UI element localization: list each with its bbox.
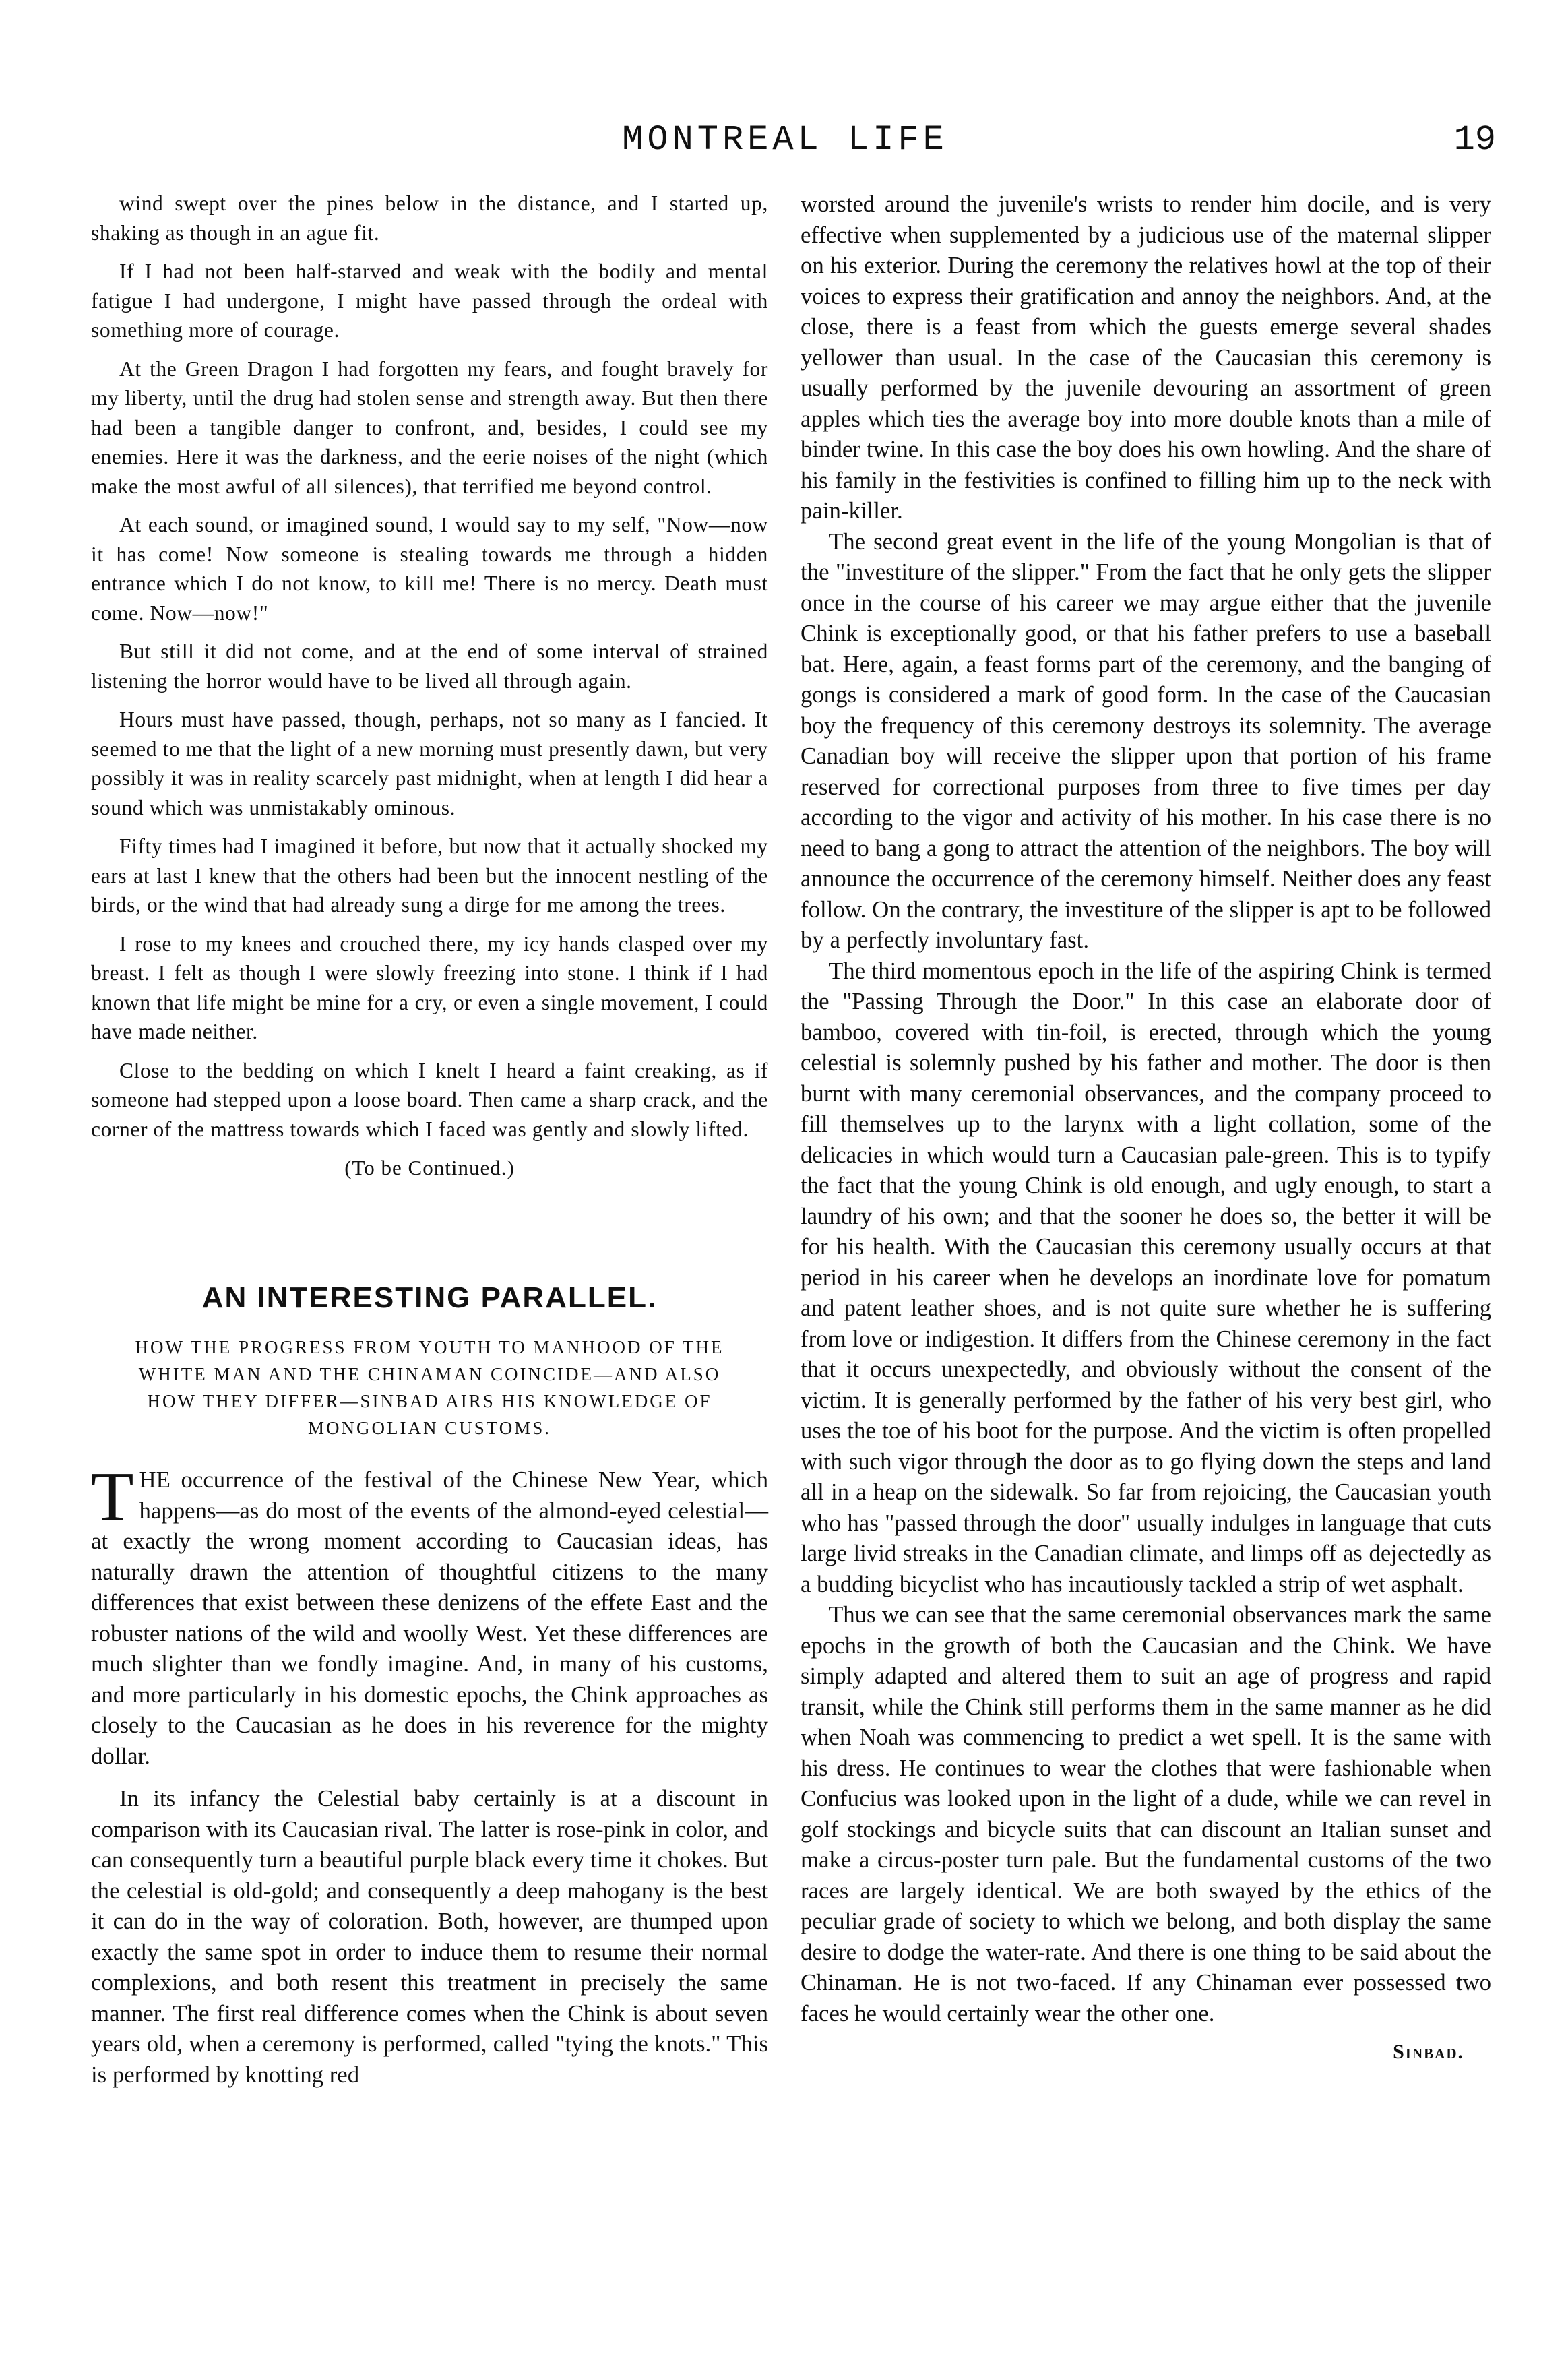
article-paragraph: Thus we can see that the same ceremonial observances mark the same epochs in the growth of both the Caucasian and the Chink. We have simply adapted and altered them to suit an age of progress and rapid transit, while the Chink still performs them in the same manner as he did when Noah was commencing to predict a wet spell. It is the same with his dress. He continues to wear the clothes that were fashionable when Confucius was looked upon in the light of a dude, while we can revel in golf stockings and bicycle suits that can discount an Italian sunset and make a circus-poster turn pale. But the fundamental customs of the two races are largely identical. We are both swayed by the ethics of the peculiar grade of society to which we belong, and both display the same desire to dodge the water-rate. And there is one thing to be said about the Chinaman. He is not two-faced. If any Chinaman ever possessed two faces he would certainly wear the other one. [801, 1601, 1491, 2027]
page-number: 19 [1453, 120, 1496, 160]
story-paragraph: Hours must have passed, though, perhaps, not so many as I fancied. It seemed to me that the light of a new morning must presently dawn, but very possibly it was in reality scarcely past midnight, when at length I did hear a sound which was unmistakably ominous. [91, 708, 768, 820]
article-paragraph-text: HE occurrence of the festival of the Chinese New Year, which happens—as do most of the events of the almond-eyed celestial—at exactly the wrong moment according to Caucasian ideas, has naturally drawn the attention of thoughtful citizens to the many differences that exist between these denizens of the effete East and the robuster nations of the wild and woolly West. Yet these differences are much slighter than we fondly imagine. And, in many of his customs, and more particularly in his domestic epochs, the Chink approaches as closely to the Caucasian as he does in his reverence for the mighty dollar. [91, 1467, 768, 1769]
story-paragraph: Close to the bedding on which I knelt I heard a faint creaking, as if someone had stepped upon a loose board. Then came a sharp crack, and the corner of the mattress towards which I faced was gently and slowly lifted. [91, 1058, 768, 1141]
story-paragraph: At each sound, or imagined sound, I would say to my self, "Now—now it has come! Now someone is stealing towards me through a hidden entrance which I do not know, to kill me! There is no mercy. Death must come. Now—now!" [91, 513, 768, 625]
drop-cap: T [91, 1458, 134, 1535]
article-paragraph: The second great event in the life of the young Mongolian is that of the "investiture of the slipper." From the fact that he only gets the slipper once in the course of his career we may argue either that the juvenile Chink is exceptionally good, or that his father prefers to use a baseball bat. Here, again, a feast forms part of the ceremony, and the banging of gongs is considered a mark of good form. In the case of the Caucasian boy the frequency of this ceremony destroys its solemnity. The average Canadian boy will receive the slipper upon that portion of his frame reserved for correctional purposes from three to five times per day according to the vigor and activity of his mother. In his case there is no need to bang a gong to attract the attention of the neighbors. The boy will announce the occurrence of the ceremony himself. Neither does any feast follow. On the contrary, the investiture of the slipper is apt to be followed by a perfectly involuntary fast. [801, 528, 1491, 953]
author-signature: Sinbad. [1393, 2041, 1464, 2063]
article-title: AN INTERESTING PARALLEL. [201, 1281, 658, 1314]
to-be-continued-note: (To be Continued.) [344, 1156, 515, 1179]
right-column [801, 189, 1491, 2064]
story-paragraph: Fifty times had I imagined it before, but now that it actually shocked my ears at last I knew that the others had been but the innocent nestling of the birds, or the wind that had already sung a dirge for me among the trees. [91, 834, 768, 917]
story-paragraph: But still it did not come, and at the end of some interval of strained listening the horror would have to be lived all through again. [91, 640, 768, 693]
running-head: MONTREAL LIFE [622, 120, 948, 160]
story-paragraph: I rose to my knees and crouched there, my icy hands clasped over my breast. I felt as though I were slowly freezing into stone. I think if I had known that life might be mine for a cry, or even a single movement, I could have made neither. [91, 931, 768, 1043]
article-paragraph: The third momentous epoch in the life of the aspiring Chink is termed the "Passing Through the Door." In this case an elaborate door of bamboo, covered with tin-foil, is erected, through which the young celestial is solemnly pushed by his father and mother. The door is then burnt with many ceremonial observances, and the company proceed to fill themselves up to the larynx with a light collation, some of the delicacies in which would turn a Caucasian pale-green. This is to typify the fact that the young Chink is old enough, and ugly enough, to start a laundry of his own; and that the sooner he does so, the better it will be for his health. With the Caucasian this ceremony usually occurs at that period in his career when he develops an inordinate love for pomatum and patent leather shoes, and is not quite sure whether he is suffering from love or indigestion. It differs from the Chinese ceremony in the fact that it occurs unexpectedly, and obviously without the consent of the victim. It is generally performed by the father of his very best girl, who uses the toe of his boot for the purpose. And the victim is often propelled with such vigor through the door as to go flying down the steps and land all in a heap on the sidewalk. So far from rejoicing, the Caucasian youth who has "passed through the door" usually indulges in language that cuts large livid streaks in the Canadian climate, and limps off as dejectedly as a budding bicyclist who has incautiously tackled a strip of wet asphalt. [801, 957, 1491, 1597]
serial-story [91, 189, 768, 1180]
article-body-left [91, 1458, 768, 2090]
story-paragraph: At the Green Dragon I had forgotten my fears, and fought bravely for my liberty, until the drug had stolen sense and strength away. But then there had been a tangible danger to confront, and, besides, I could see my enemies. Here it was the darkness, and the eerie noises of the night (which make the most awful of all silences), that terrified me beyond control. [91, 357, 768, 498]
story-paragraph: If I had not been half-starved and weak with the bodily and mental fatigue I had undergone, I might have passed through the ordeal with something more of courage. [91, 259, 768, 342]
left-column [91, 189, 768, 2090]
page-header [74, 120, 1496, 167]
article-subtitle: HOW THE PROGRESS FROM YOUTH TO MANHOOD OF THE WHITE MAN AND THE CHINAMAN COINCIDE—AND ALSO HOW THEY DIFFER—SINBAD AIRS HIS KNOWLEDGE OF MONGOLIAN CUSTOMS. [135, 1337, 724, 1438]
story-paragraph: wind swept over the pines below in the distance, and I started up, shaking as though in an ague fit. [91, 191, 768, 245]
article-paragraph: worsted around the juvenile's wrists to render him docile, and is very effective when supplemented by a judicious use of the maternal slipper on his exterior. During the ceremony the relatives howl at the top of their voices to express their gratification and annoy the neighbors. And, at the close, there is a feast from which the guests emerge several shades yellower than usual. In the case of the Caucasian this ceremony is usually performed by the juvenile devouring an assortment of green apples which ties the average boy into more double knots than a mile of binder twine. In this case the boy does his own howling. And the share of his family in the festivities is confined to filling him up to the neck with pain-killer. [801, 191, 1491, 524]
article-paragraph: In its infancy the Celestial baby certainly is at a discount in comparison with its Caucasian rival. The latter is rose-pink in color, and can consequently turn a beautiful purple black every time it chokes. But the celestial is old-gold; and consequently a deep mahogany is the best it can do in the way of coloration. Both, however, are thumped upon exactly the same spot in order to induce them to resume their normal complexions, and both resent this treatment in precisely the same manner. The first real difference comes when the Chink is about seven years old, when a ceremony is performed, called "tying the knots." This is performed by knotting red [91, 1785, 768, 2088]
article-paragraph [91, 1458, 768, 1771]
